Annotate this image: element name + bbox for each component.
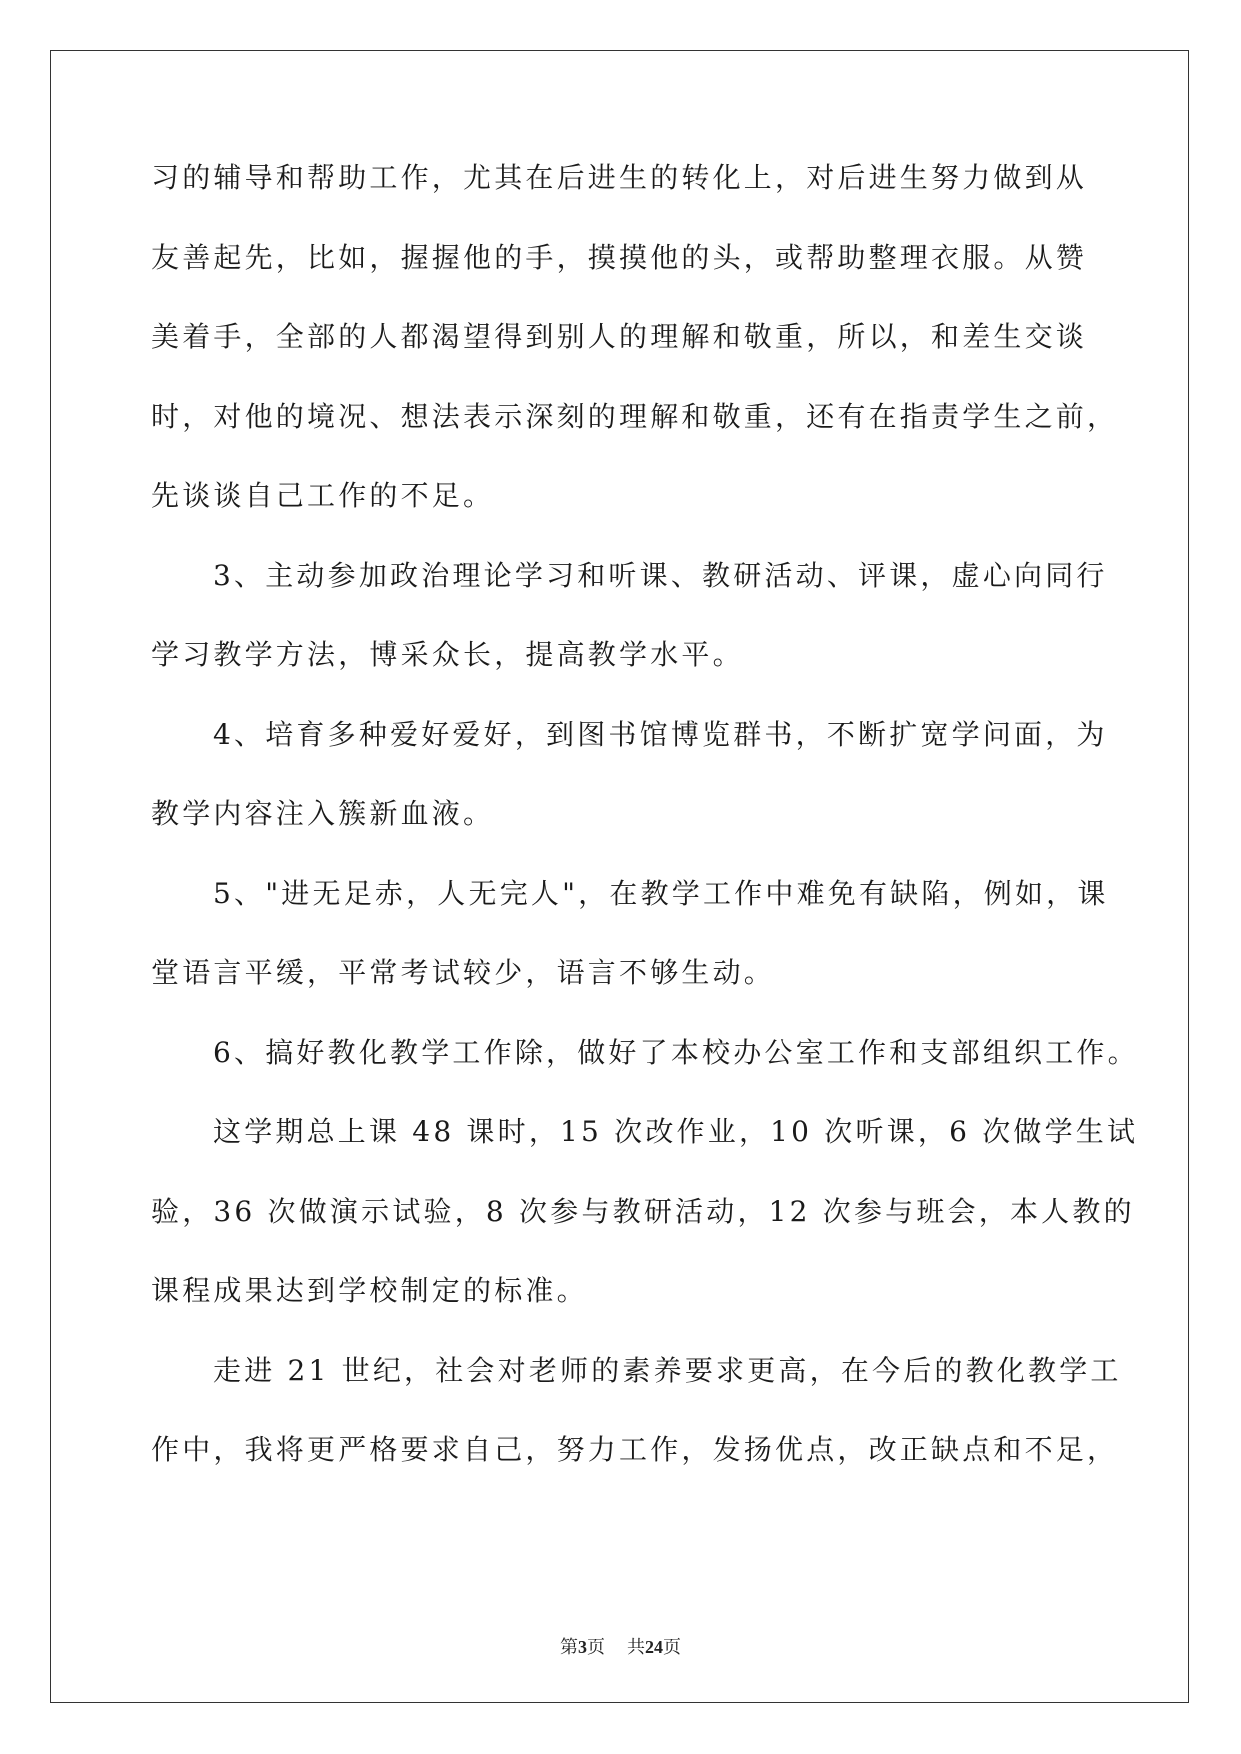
page-suffix: 页 [587, 1637, 605, 1657]
text-line-3: 美着手，全部的人都渴望得到别人的理解和敬重，所以，和差生交谈 [151, 320, 1088, 353]
text-line-8: 4、培育多种爱好爱好，到图书馆博览群书，不断扩宽学问面，为 [213, 717, 1108, 751]
total-prefix: 共 [627, 1637, 645, 1657]
text-line-9: 教学内容注入簇新血液。 [151, 797, 495, 830]
text-line-7: 学习教学方法，博采众长，提高教学水平。 [151, 638, 744, 671]
text-line-10: 5、"进无足赤，人无完人"，在教学工作中难免有缺陷，例如，课 [213, 876, 1109, 910]
text-line-2: 友善起先，比如，握握他的手，摸摸他的头，或帮助整理衣服。从赞 [151, 240, 1088, 274]
page-number: 3 [578, 1637, 587, 1657]
text-line-11: 堂语言平缓，平常考试较少，语言不够生动。 [151, 956, 776, 989]
text-line-16: 走进 21 世纪，社会对老师的素养要求更高，在今后的教化教学工 [213, 1353, 1122, 1387]
total-suffix: 页 [663, 1637, 681, 1657]
text-line-6: 3、主动参加政治理论学习和听课、教研活动、评课，虚心向同行 [213, 558, 1108, 592]
page-prefix: 第 [560, 1637, 578, 1657]
total-pages: 24 [645, 1637, 663, 1657]
text-line-15: 课程成果达到学校制定的标准。 [151, 1274, 588, 1307]
text-line-5: 先谈谈自己工作的不足。 [151, 479, 495, 512]
text-line-14: 验，36 次做演示试验，8 次参与教研活动，12 次参与班会，本人教的 [151, 1194, 1135, 1228]
text-line-4: 时，对他的境况、想法表示深刻的理解和敬重，还有在指责学生之前， [151, 399, 1119, 433]
page-footer [0, 1635, 1241, 1659]
text-line-13: 这学期总上课 48 课时，15 次改作业，10 次听课，6 次做学生试 [213, 1115, 1139, 1148]
text-line-1: 习的辅导和帮助工作，尤其在后进生的转化上，对后进生努力做到从 [151, 161, 1088, 194]
text-line-17: 作中，我将更严格要求自己，努力工作，发扬优点，改正缺点和不足， [151, 1433, 1119, 1466]
text-line-12: 6、搞好教化教学工作除，做好了本校办公室工作和支部组织工作。 [213, 1035, 1139, 1069]
